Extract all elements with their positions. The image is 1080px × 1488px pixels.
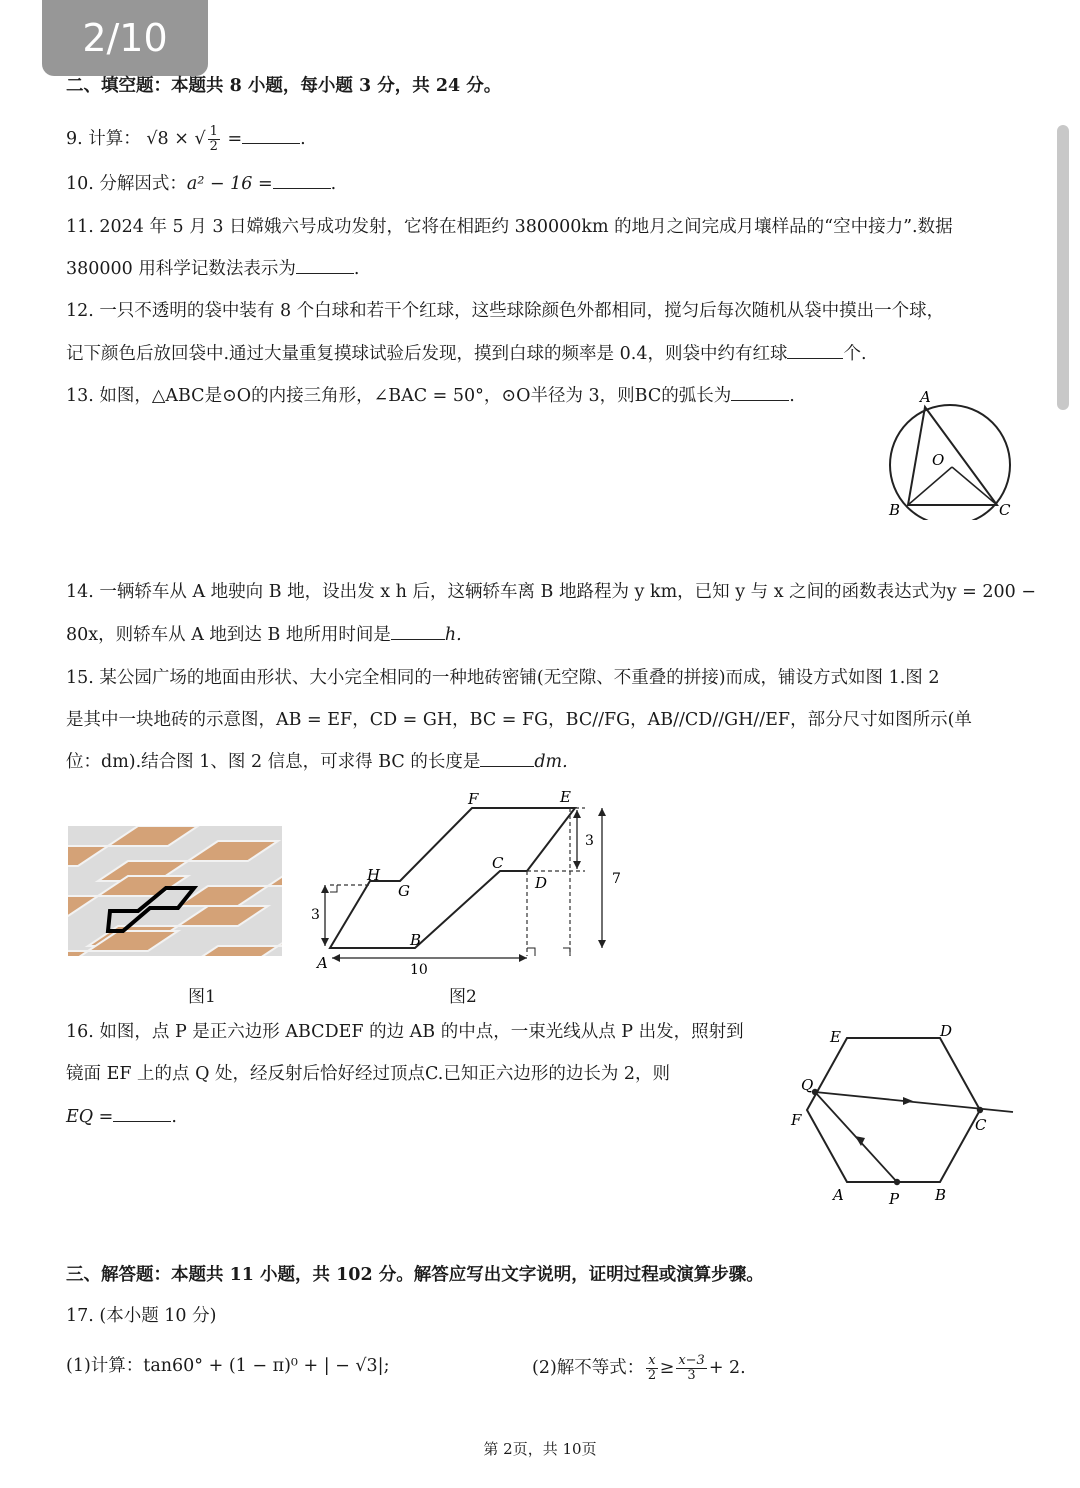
section3-header: 三、解答题：本题共 11 小题，共 102 分。解答应写出文字说明，证明过程或演算步骤。 (66, 1265, 764, 1285)
hex-label-q: Q (801, 1076, 814, 1094)
q17-part2-prefix: (2)解不等式： (532, 1358, 645, 1378)
q12-line2 (66, 342, 867, 366)
q17-part1: (1)计算：tan60° + (1 − π)⁰ + | − √3|; (66, 1356, 390, 1376)
q16-line3-text: EQ = (66, 1107, 114, 1127)
label-a: A (920, 388, 931, 406)
q17-fraction-x-minus-3-over-3: $\frac{x-3}{3}$ (678, 1353, 705, 1383)
q16-hexagon-figure (785, 1020, 1020, 1210)
q9-prefix: 9. 计算： (66, 129, 141, 149)
q17-title: 17. (本小题 10 分) (66, 1306, 217, 1326)
q12-line1: 12. 一只不透明的袋中装有 8 个白球和若干个红球，这些球除颜色外都相同，搅匀后每次随机从袋中摸出一个球， (66, 301, 945, 321)
q10-text: 10. 分解因式： (66, 174, 187, 194)
q13: 13. 如图，△ABC是⊙O的内接三角形，∠BAC = 50°，⊙O半径为 3，则BC的弧长为 . (66, 386, 795, 406)
fig2-label-h: H (367, 866, 381, 884)
fig2-dim-3-left: 3 (311, 907, 320, 923)
q17-part2-end: + 2. (708, 1358, 746, 1378)
q17-part2 (532, 1354, 746, 1383)
q9: 9. 计算： √8 × √ $\frac{1}{2}$ = . (66, 124, 306, 154)
q9-expr: √8 × (146, 129, 189, 149)
q10: 10. 分解因式：a² − 16 = . (66, 174, 337, 194)
triangle-abc (908, 407, 997, 505)
q17-geq: ≥ (659, 1358, 675, 1378)
q13-text: 13. 如图，△ABC是⊙O的内接三角形，∠BAC = 50°，⊙O半径为 3，则BC的弧长为 (66, 386, 732, 406)
q10-expr: a² − 16 = (186, 174, 273, 194)
q9-eq: = (227, 129, 243, 149)
q9-answer-blank (242, 127, 300, 144)
label-c: C (999, 501, 1011, 519)
q13-circle-figure (880, 385, 1025, 520)
q9-sqrt: √ (194, 129, 206, 149)
hex-label-b: B (935, 1186, 947, 1204)
q11-answer-blank (296, 257, 354, 274)
page-footer: 第 2页，共 10页 (483, 1440, 597, 1458)
page-indicator-badge: 2/10 (42, 0, 208, 76)
fig2-label-a: A (317, 954, 328, 972)
q16-line3: EQ = . (66, 1107, 177, 1127)
q13-answer-blank (731, 384, 789, 401)
q11-line2: 380000 用科学记数法表示为 . (66, 259, 360, 279)
q15-fig1-tile-photo (68, 826, 282, 956)
q14-line2-end: h. (444, 625, 462, 645)
fig2-dim-7: 7 (612, 871, 621, 887)
q14-line2-text: 80x，则轿车从 A 地到达 B 地所用时间是 (66, 625, 391, 645)
q12-answer-blank (787, 342, 843, 359)
q10-answer-blank (273, 172, 331, 189)
q15-line3 (66, 750, 568, 774)
q16-line2: 镜面 EF 上的点 Q 处，经反射后恰好经过顶点C.已知正六边形的边长为 2，则 (66, 1064, 671, 1084)
label-b: B (889, 501, 901, 519)
hex-label-e: E (830, 1028, 841, 1046)
scrollbar[interactable] (1057, 125, 1069, 410)
hex-label-d: D (940, 1022, 953, 1040)
hex-label-c: C (975, 1116, 987, 1134)
label-o: O (932, 451, 945, 469)
fig2-label-g: G (398, 882, 410, 900)
fig2-label-f: F (468, 790, 479, 808)
fig2-label-c: C (492, 854, 504, 872)
q14-line2 (66, 623, 462, 647)
hex-label-f: F (791, 1111, 802, 1129)
q12-line2-end: 个. (843, 344, 867, 364)
q14-line1: 14. 一辆轿车从 A 地驶向 B 地，设出发 x h 后，这辆轿车离 B 地路程为 y km，已知 y 与 x 之间的函数表达式为y = 200 − (66, 582, 1036, 602)
q15-fig2-tile-diagram (305, 788, 635, 978)
q15-answer-blank (480, 750, 534, 767)
hex-label-a: A (833, 1186, 844, 1204)
q16-answer-blank (113, 1105, 171, 1122)
fig1-caption: 图1 (188, 987, 216, 1007)
hexagon (807, 1038, 980, 1182)
q15-line3-text: 位：dm).结合图 1、图 2 信息，可求得 BC 的长度是 (66, 752, 481, 772)
q15-line1: 15. 某公园广场的地面由形状、大小完全相同的一种地砖密铺(无空隙、不重叠的拼接)而成，铺设方式如图 1.图 2 (66, 668, 940, 688)
fig2-dim-10: 10 (410, 962, 428, 978)
q15-line3-end: dm. (534, 752, 568, 772)
fig2-dim-3-right: 3 (585, 833, 594, 849)
q11-line2-text: 380000 用科学记数法表示为 (66, 259, 296, 279)
q15-line2: 是其中一块地砖的示意图，AB = EF，CD = GH，BC = FG，BC//FG，AB//CD//GH//EF，部分尺寸如图所示(单 (66, 710, 972, 730)
q14-answer-blank (391, 623, 445, 640)
q17-fraction-x-over-2: $\frac{x}{2}$ (647, 1353, 657, 1383)
section2-header: 二、填空题：本题共 8 小题，每小题 3 分，共 24 分。 (66, 76, 502, 96)
q9-fraction: $\frac{1}{2}$ (209, 124, 218, 154)
fig2-label-e: E (560, 788, 571, 806)
q16-line1: 16. 如图，点 P 是正六边形 ABCDEF 的边 AB 的中点，一束光线从点 P 出发，照射到 (66, 1022, 744, 1042)
fig2-label-d: D (535, 874, 548, 892)
hex-label-p: P (889, 1190, 900, 1208)
fig2-caption: 图2 (449, 987, 477, 1007)
fig2-label-b: B (410, 931, 422, 949)
q11-line1: 11. 2024 年 5 月 3 日嫦娥六号成功发射，它将在相距约 380000km 的地月之间完成月壤样品的“空中接力”.数据 (66, 217, 953, 237)
q12-line2-text: 记下颜色后放回袋中.通过大量重复摸球试验后发现，摸到白球的频率是 0.4，则袋中约有红球 (66, 344, 788, 364)
